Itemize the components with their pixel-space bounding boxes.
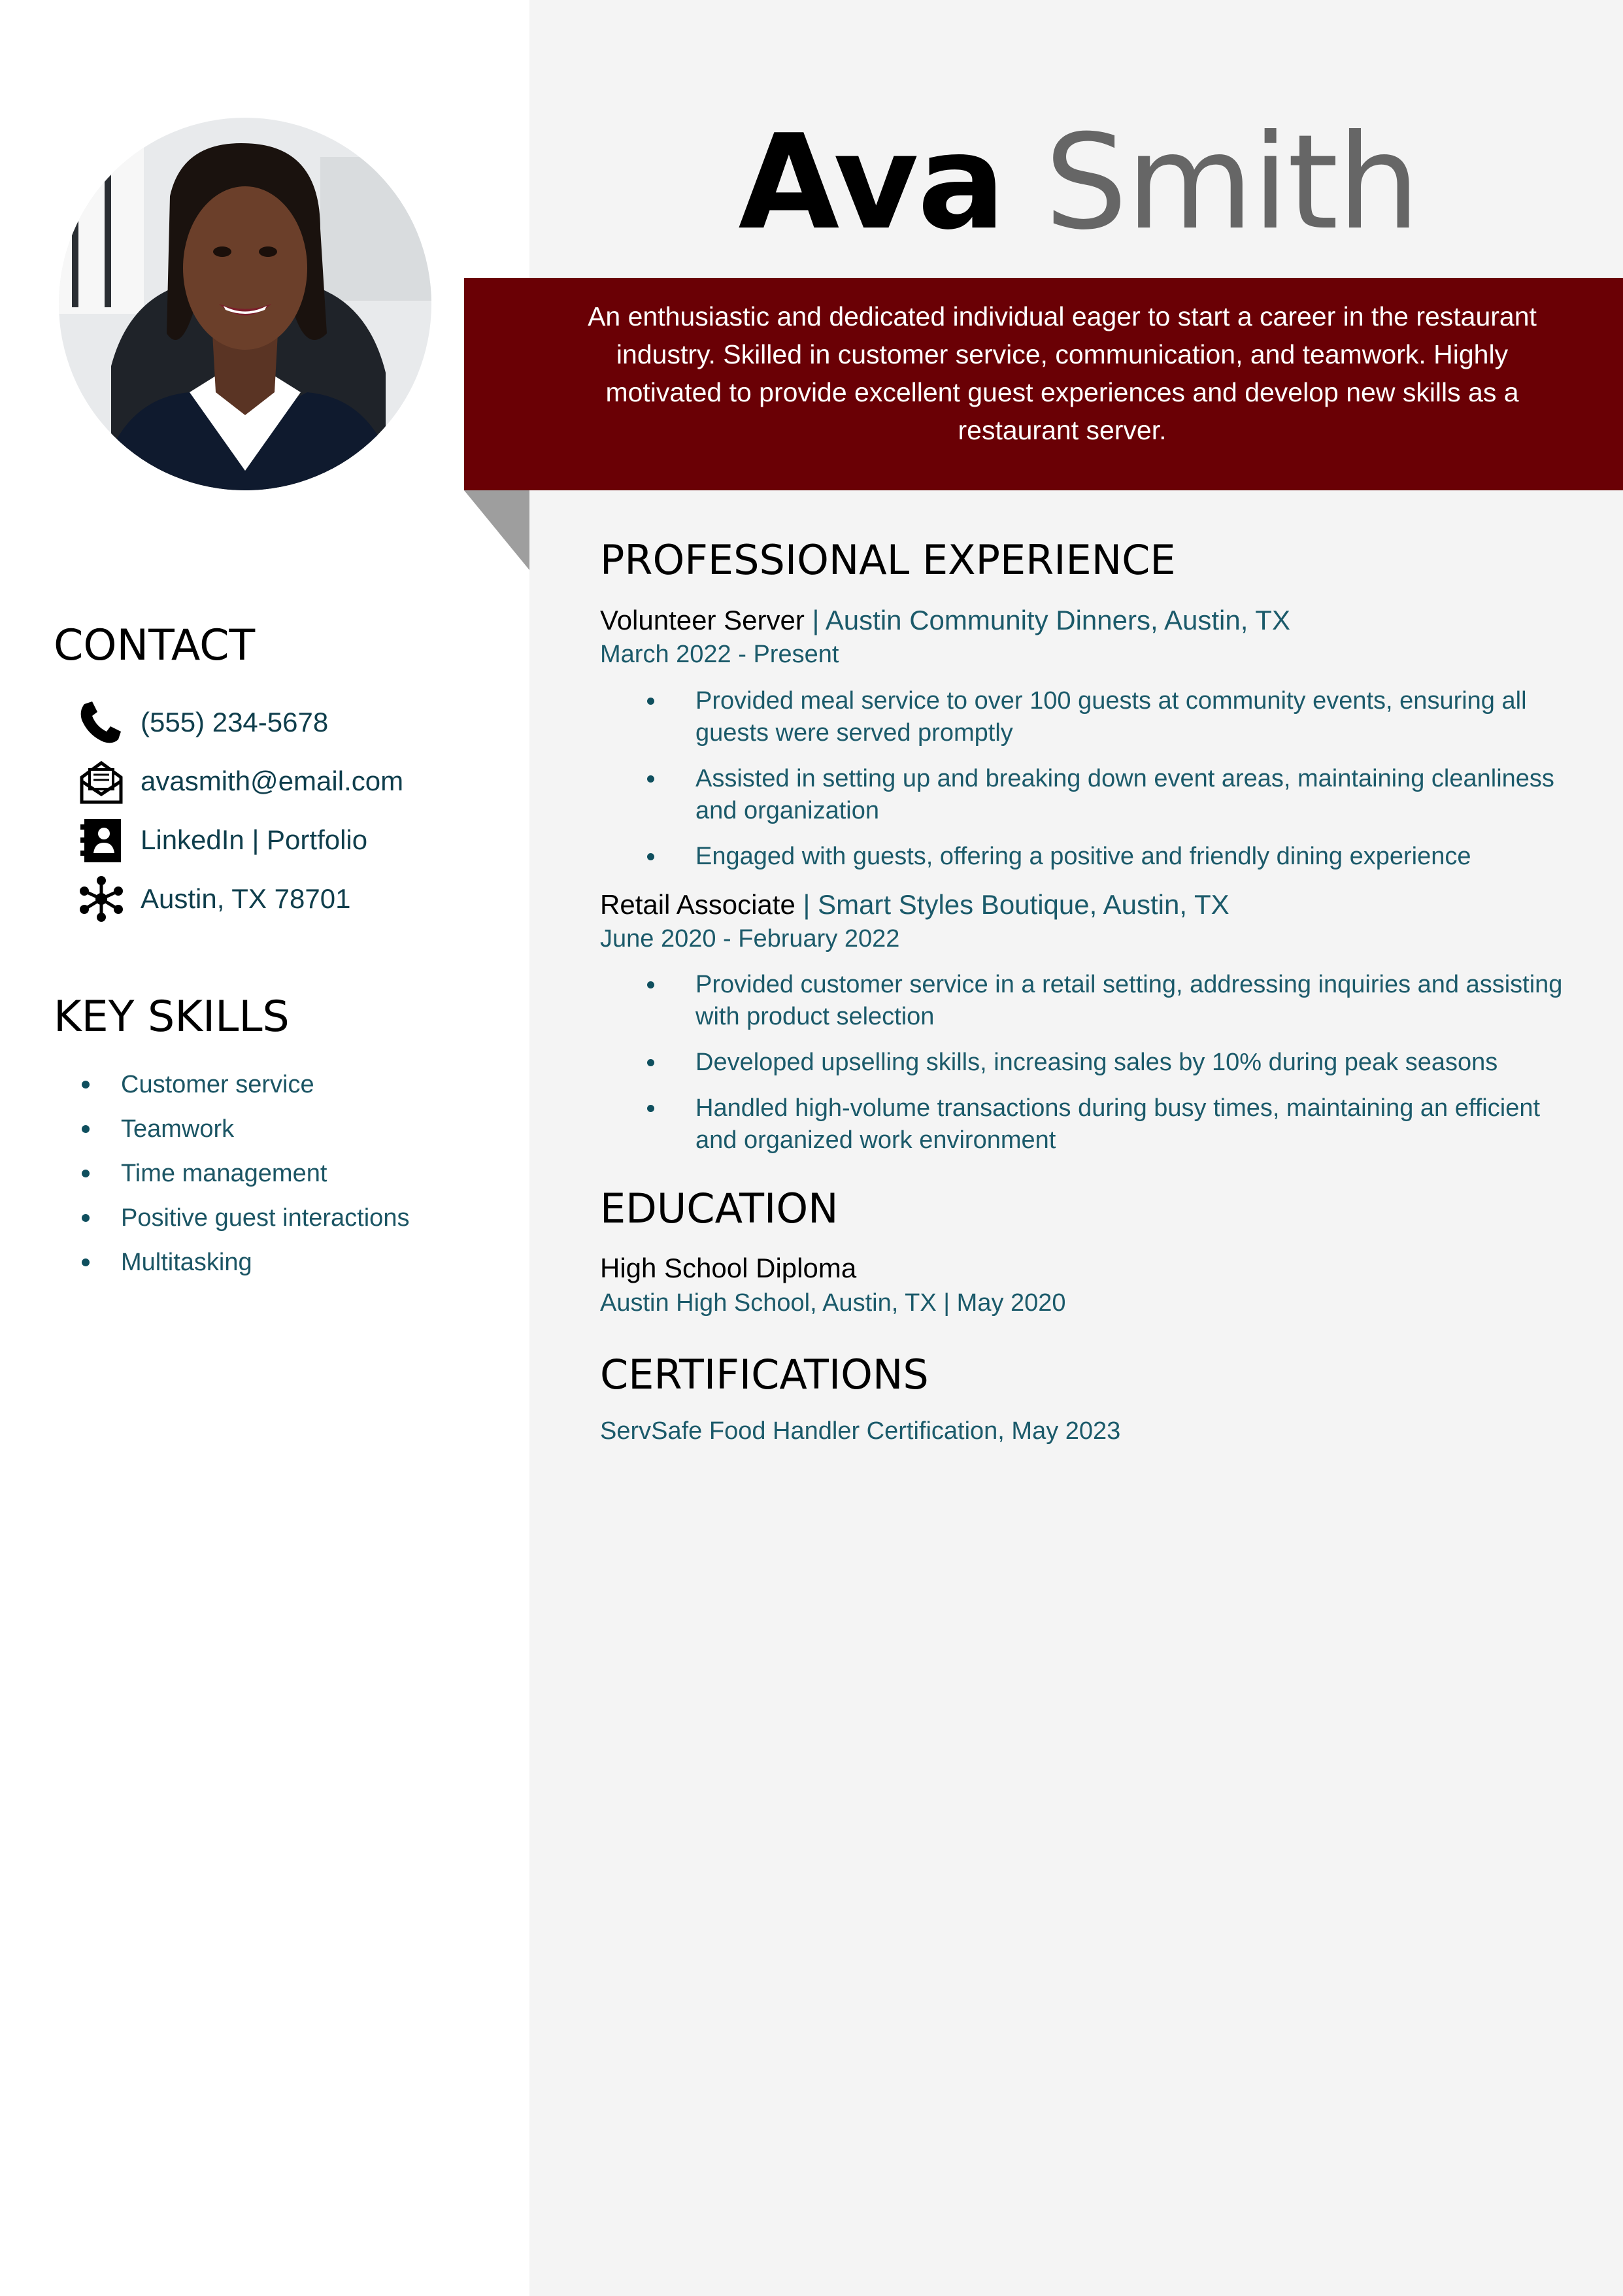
skill-text: Multitasking	[121, 1248, 252, 1276]
network-icon	[75, 873, 127, 925]
candidate-name	[719, 105, 1438, 262]
banner-fold-decoration	[464, 490, 529, 570]
location: Austin, TX 78701	[141, 883, 351, 914]
job-organization: Smart Styles Boutique, Austin, TX	[818, 889, 1230, 920]
duty-text: Provided meal service to over 100 guests at community events, ensuring all guests were served promptly	[695, 687, 1527, 747]
contact-profiles	[75, 811, 520, 869]
skill-text: Time management	[121, 1159, 327, 1187]
duty-item	[647, 1047, 1575, 1079]
skill-item	[75, 1151, 520, 1196]
job-duties	[647, 685, 1575, 886]
contact-phone	[75, 693, 520, 752]
phone-number[interactable]: (555) 234-5678	[141, 707, 329, 737]
skills-list	[75, 1062, 520, 1285]
bullet-icon	[647, 853, 654, 860]
job-role: Volunteer Server	[600, 605, 805, 635]
bullet-icon	[82, 1170, 90, 1177]
duty-text: Handled high-volume transactions during busy times, maintaining an efficient and organized work environment	[695, 1094, 1541, 1154]
bullet-icon	[647, 981, 654, 988]
bullet-icon	[647, 1105, 654, 1112]
bullet-icon	[647, 1059, 654, 1066]
first-name: Ava	[738, 107, 1005, 259]
profile-photo	[59, 118, 431, 490]
skill-text: Teamwork	[121, 1115, 235, 1143]
certification-item: ServSafe Food Handler Certification, May 2023	[600, 1417, 1121, 1445]
duty-item	[647, 969, 1575, 1033]
duty-item	[647, 841, 1575, 873]
duty-text: Assisted in setting up and breaking down event areas, maintaining cleanliness and organization	[695, 765, 1554, 824]
skill-item	[75, 1196, 520, 1240]
job-organization: Austin Community Dinners, Austin, TX	[825, 605, 1290, 635]
contact-email	[75, 752, 520, 811]
skill-text: Customer service	[121, 1070, 314, 1098]
duty-text: Developed upselling skills, increasing sales by 10% during peak seasons	[695, 1049, 1498, 1076]
phone-icon	[75, 696, 127, 749]
professional-summary: An enthusiastic and dedicated individual eager to start a career in the restaurant industry. Skilled in customer service, communication, and teamwork. Highly motivated to provide excellent guest experiences and develop new skills as a restaurant server.	[588, 301, 1537, 445]
bullet-icon	[82, 1214, 90, 1222]
duty-item	[647, 763, 1575, 827]
contact-heading: CONTACT	[54, 621, 256, 670]
duty-text: Provided customer service in a retail setting, addressing inquiries and assisting with product selection	[695, 971, 1563, 1030]
certifications-heading: CERTIFICATIONS	[600, 1351, 929, 1398]
school-details: Austin High School, Austin, TX | May 2020	[600, 1289, 1066, 1317]
education-heading: EDUCATION	[600, 1185, 839, 1232]
bullet-icon	[82, 1258, 90, 1266]
last-name: Smith	[1045, 107, 1419, 259]
job-role: Retail Associate	[600, 889, 795, 920]
duty-item	[647, 685, 1575, 749]
skill-item	[75, 1062, 520, 1107]
duty-text: Engaged with guests, offering a positive and friendly dining experience	[695, 843, 1471, 870]
title-separator: |	[795, 889, 818, 920]
linkedin-portfolio-link[interactable]: LinkedIn | Portfolio	[141, 824, 368, 855]
skill-text: Positive guest interactions	[121, 1204, 410, 1232]
job-title-line	[600, 605, 1290, 636]
job-dates: March 2022 - Present	[600, 641, 839, 668]
contact-card-icon	[75, 814, 127, 866]
contact-list	[75, 693, 520, 928]
email-address[interactable]: avasmith@email.com	[141, 766, 404, 796]
bullet-icon	[82, 1125, 90, 1133]
duty-item	[647, 1092, 1575, 1156]
contact-location	[75, 869, 520, 928]
envelope-icon	[75, 755, 127, 807]
title-separator: |	[804, 605, 826, 635]
degree: High School Diploma	[600, 1253, 857, 1283]
skill-item	[75, 1240, 520, 1285]
bullet-icon	[82, 1081, 90, 1089]
job-title-line	[600, 889, 1230, 920]
bullet-icon	[647, 775, 654, 783]
experience-heading: PROFESSIONAL EXPERIENCE	[600, 536, 1176, 584]
bullet-icon	[647, 698, 654, 705]
skill-item	[75, 1107, 520, 1151]
key-skills-heading: KEY SKILLS	[54, 992, 290, 1041]
job-dates: June 2020 - February 2022	[600, 925, 900, 953]
job-duties	[647, 969, 1575, 1170]
